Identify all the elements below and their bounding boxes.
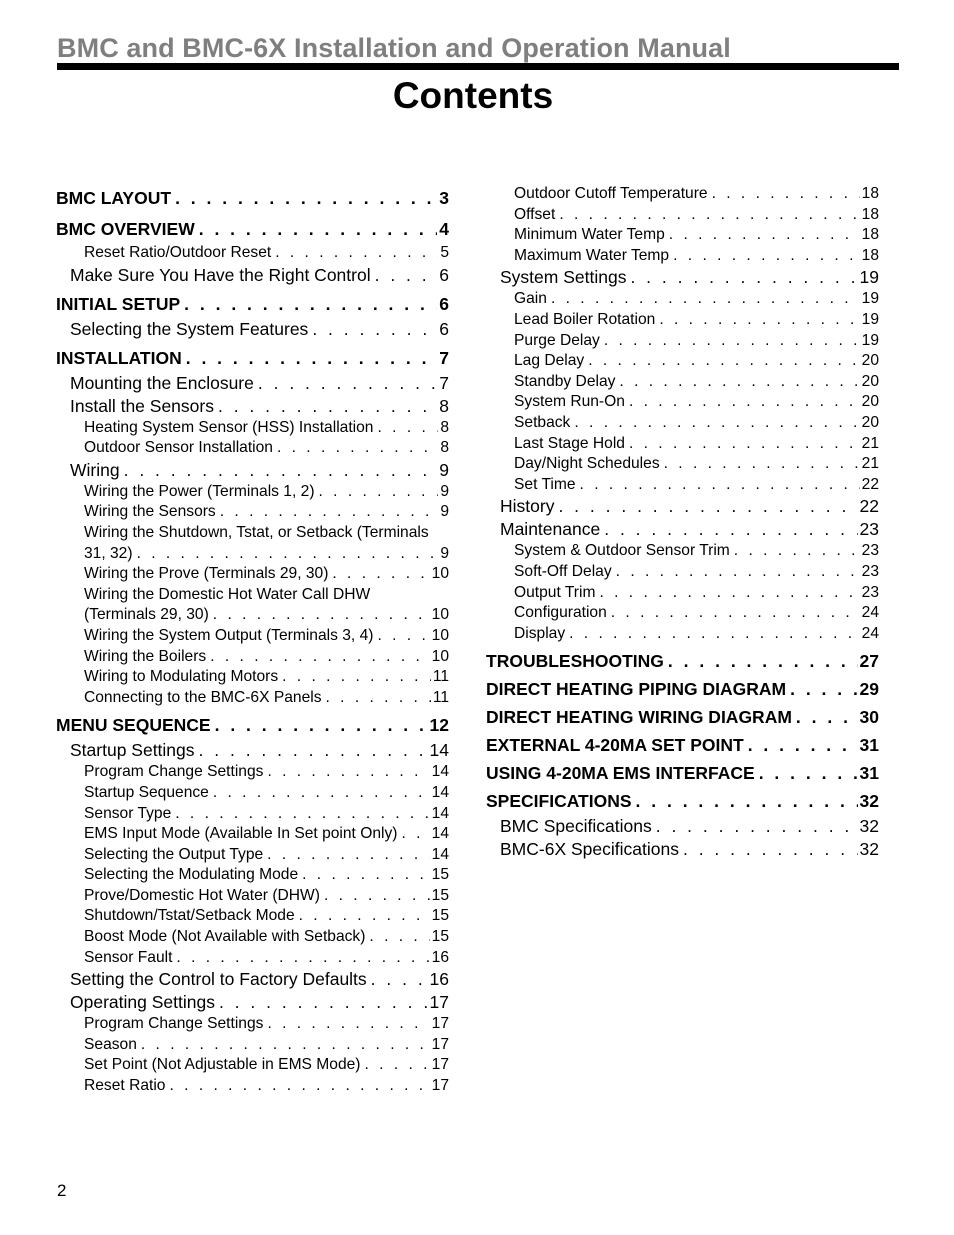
toc-entry-page: 14 (431, 825, 449, 843)
toc-entry[interactable] (56, 948, 449, 969)
toc-entry[interactable] (486, 289, 879, 310)
toc-entry[interactable] (486, 331, 879, 352)
toc-entry-label: Day/Night Schedules (514, 455, 660, 473)
toc-dot-leader (616, 562, 860, 583)
toc-dot-leader (267, 845, 429, 866)
toc-dot-leader (124, 459, 438, 482)
toc-entry-label: Maximum Water Temp (514, 246, 670, 264)
toc-entry-label: Startup Sequence (84, 783, 209, 801)
toc-entry-page: 12 (429, 715, 449, 736)
toc-entry-label: Program Change Settings (84, 1015, 264, 1033)
toc-dot-leader (558, 495, 857, 518)
toc-entry-page: 14 (429, 740, 449, 761)
toc-dot-leader (332, 564, 429, 585)
toc-entry-page: 20 (861, 393, 879, 411)
toc-entry-page: 3 (439, 188, 449, 208)
toc-section[interactable] (486, 759, 879, 787)
toc-entry-label: Maintenance (500, 519, 601, 540)
toc-entry[interactable] (56, 523, 449, 564)
toc-dot-leader (258, 372, 437, 395)
toc-section[interactable] (486, 647, 879, 675)
toc-dot-leader (199, 739, 428, 762)
toc-entry-page: 8 (440, 439, 449, 457)
toc-entry-page: 9 (440, 503, 449, 521)
toc-entry-label: Startup Settings (70, 740, 195, 761)
toc-entry-page: 15 (431, 866, 449, 884)
toc-entry-label: Season (84, 1035, 137, 1053)
toc-entry-label: Standby Delay (514, 372, 616, 390)
toc-entry[interactable] (486, 246, 879, 267)
toc-entry[interactable] (56, 647, 449, 668)
toc-dot-leader (141, 1035, 430, 1056)
toc-dot-leader (267, 1014, 429, 1035)
toc-dot-leader (551, 289, 860, 310)
toc-entry-label: EMS Input Mode (Available In Set point Only) (84, 825, 398, 843)
toc-dot-leader (199, 215, 438, 243)
toc-entry-label: Install the Sensors (70, 395, 214, 416)
toc-entry-page: 23 (861, 583, 879, 601)
toc-dot-leader (371, 968, 428, 991)
toc-entry-label: Lag Delay (514, 352, 585, 370)
toc-entry-label: Setback (514, 413, 571, 431)
toc-entry-page: 5 (440, 244, 449, 261)
toc-entry-page: 15 (431, 928, 449, 946)
toc-entry-page: 20 (861, 413, 879, 431)
toc-dot-leader (401, 824, 429, 845)
toc-entry-label: Outdoor Sensor Installation (84, 439, 273, 457)
toc-dot-leader (668, 647, 858, 675)
toc-entry[interactable] (56, 762, 449, 783)
toc-entry[interactable] (486, 562, 879, 583)
toc-entry[interactable] (486, 815, 879, 838)
toc-entry[interactable] (486, 184, 879, 205)
toc-entry-page: 19 (861, 310, 879, 328)
toc-entry-page: 10 (431, 626, 449, 644)
toc-entry-page: 7 (439, 347, 449, 368)
toc-entry-label: Wiring the System Output (Terminals 3, 4) (84, 626, 374, 644)
toc-dot-leader (377, 626, 429, 647)
toc-entry-label-line1: Wiring the Shutdown, Tstat, or Setback (Terminals (84, 523, 429, 541)
toc-entry-page: 16 (429, 969, 449, 990)
toc-entry-page: 32 (859, 791, 879, 812)
toc-entry-page: 23 (861, 542, 879, 560)
toc-section[interactable] (56, 184, 449, 212)
toc-entry-label: SPECIFICATIONS (486, 791, 632, 812)
toc-dot-leader (611, 603, 860, 624)
toc-entry[interactable] (56, 927, 449, 948)
toc-entry-label: System Settings (500, 267, 627, 288)
toc-entry-label: Gain (514, 290, 547, 308)
toc-entry-label: Operating Settings (70, 992, 215, 1013)
toc-entry-label: Outdoor Cutoff Temperature (514, 185, 708, 202)
toc-entry-label: BMC OVERVIEW (56, 219, 195, 239)
toc-entry[interactable] (56, 688, 449, 709)
toc-section[interactable] (486, 731, 879, 759)
toc-entry-page: 20 (861, 372, 879, 390)
toc-entry-page: 10 (431, 565, 449, 583)
toc-dot-leader (559, 205, 859, 226)
toc-entry-page: 18 (861, 246, 879, 264)
toc-entry-page: 14 (431, 783, 449, 801)
toc-entry-page: 16 (431, 948, 449, 966)
toc-entry-page: 18 (861, 226, 879, 244)
toc-entry[interactable] (56, 243, 449, 264)
toc-dot-leader (377, 418, 438, 439)
toc-section[interactable] (486, 675, 879, 703)
toc-entry[interactable] (486, 624, 879, 645)
toc-entry-page: 4 (439, 219, 449, 239)
toc-dot-leader (186, 344, 438, 372)
toc-entry-label: Set Time (514, 475, 576, 493)
toc-entry[interactable] (56, 459, 449, 482)
toc-entry-page: 19 (859, 267, 879, 288)
toc-dot-leader (210, 647, 429, 668)
toc-entry-page: 11 (432, 668, 449, 686)
toc-entry[interactable] (56, 502, 449, 523)
toc-section[interactable] (486, 787, 879, 815)
toc-entry[interactable] (486, 603, 879, 624)
toc-dot-leader (759, 759, 858, 787)
toc-dot-leader (275, 243, 438, 264)
toc-dot-leader (748, 731, 858, 759)
toc-section[interactable] (56, 215, 449, 243)
toc-section[interactable] (56, 711, 449, 739)
toc-entry-label: Connecting to the BMC-6X Panels (84, 688, 322, 706)
toc-dot-leader (599, 583, 859, 604)
toc-dot-leader (375, 264, 438, 287)
page-number: 2 (57, 1181, 67, 1200)
toc-entry-page: 17 (431, 1015, 449, 1033)
toc-entry-label: Mounting the Enclosure (70, 372, 254, 393)
toc-entry-label: Heating System Sensor (HSS) Installation (84, 418, 374, 436)
toc-dot-leader (219, 991, 428, 1014)
toc-entry-page: 18 (861, 185, 879, 202)
toc-entry[interactable] (486, 392, 879, 413)
toc-dot-leader (796, 703, 858, 731)
toc-entry-label: (Terminals 29, 30) (84, 606, 209, 624)
toc-entry[interactable] (56, 372, 449, 395)
toc-entry[interactable] (56, 264, 449, 287)
toc-section[interactable] (486, 703, 879, 731)
toc-entry[interactable] (56, 626, 449, 647)
toc-dot-leader (369, 927, 429, 948)
toc-dot-leader (604, 518, 857, 541)
toc-section[interactable] (56, 290, 449, 318)
toc-entry-label: DIRECT HEATING WIRING DIAGRAM (486, 707, 792, 728)
toc-entry-label: 31, 32) (84, 544, 133, 562)
toc-entry[interactable] (486, 518, 879, 541)
toc-dot-leader (184, 290, 437, 318)
toc-entry-page: 30 (859, 707, 879, 728)
toc-entry[interactable] (486, 838, 879, 861)
toc-entry[interactable] (56, 804, 449, 825)
toc-entry-page: 22 (861, 475, 879, 493)
toc-dot-leader (175, 184, 437, 212)
toc-entry-label: Set Point (Not Adjustable in EMS Mode) (84, 1056, 361, 1074)
toc-entry-page: 11 (432, 688, 449, 706)
toc-entry-page: 8 (439, 395, 449, 416)
toc-entry-page: 10 (431, 606, 449, 624)
toc-dot-leader (302, 865, 430, 886)
toc-entry-label: Sensor Type (84, 804, 172, 822)
toc-entry[interactable] (486, 310, 879, 331)
toc-entry-label: Soft-Off Delay (514, 562, 612, 580)
toc-entry[interactable] (56, 564, 449, 585)
manual-header-title: BMC and BMC-6X Installation and Operation Manual (57, 33, 731, 63)
toc-entry[interactable] (56, 824, 449, 845)
toc-entry-page: 24 (861, 624, 879, 642)
toc-dot-leader (574, 413, 859, 434)
toc-entry[interactable] (56, 418, 449, 439)
toc-entry[interactable] (56, 585, 449, 626)
toc-entry-page: 17 (431, 1035, 449, 1053)
toc-entry-label: Wiring to Modulating Motors (84, 668, 279, 686)
toc-dot-leader (137, 544, 441, 565)
toc-entry-label: INITIAL SETUP (56, 293, 181, 314)
toc-entry-label: Wiring the Prove (Terminals 29, 30) (84, 565, 329, 583)
toc-entry[interactable] (56, 865, 449, 886)
toc-entry[interactable] (56, 318, 449, 341)
toc-entry-page: 32 (859, 839, 879, 860)
toc-dot-leader (215, 711, 428, 739)
toc-entry-label: Program Change Settings (84, 763, 264, 781)
toc-entry-page: 31 (859, 735, 879, 756)
toc-dot-leader (790, 675, 857, 703)
toc-entry-page: 31 (859, 763, 879, 784)
toc-entry-label: Wiring the Power (Terminals 1, 2) (84, 482, 315, 500)
toc-entry-label: Prove/Domestic Hot Water (DHW) (84, 886, 320, 904)
toc-dot-leader (629, 392, 860, 413)
toc-entry[interactable] (56, 1035, 449, 1056)
toc-dot-leader (220, 502, 439, 523)
toc-dot-leader (734, 541, 860, 562)
toc-left-column (56, 184, 449, 1097)
toc-dot-leader (176, 948, 429, 969)
toc-dot-leader (218, 395, 437, 418)
toc-entry-page: 23 (859, 519, 879, 540)
toc-entry[interactable] (56, 1076, 449, 1097)
toc-entry-label: Minimum Water Temp (514, 226, 665, 244)
toc-entry[interactable] (56, 783, 449, 804)
toc-entry-label: EXTERNAL 4-20MA SET POINT (486, 735, 744, 756)
toc-entry-label: Wiring (70, 459, 120, 480)
toc-entry-label: BMC LAYOUT (56, 188, 172, 208)
toc-dot-leader (636, 787, 858, 815)
toc-entry-label: Configuration (514, 604, 607, 622)
toc-entry[interactable] (56, 395, 449, 418)
toc-dot-leader (326, 688, 431, 709)
toc-entry[interactable] (56, 991, 449, 1014)
toc-entry-label: Display (514, 624, 566, 642)
toc-dot-leader (213, 605, 432, 626)
toc-dot-leader (312, 318, 437, 341)
toc-entry-label: Setting the Control to Factory Defaults (70, 969, 367, 990)
toc-dot-leader (669, 225, 860, 246)
toc-entry-label: MENU SEQUENCE (56, 715, 211, 736)
toc-dot-leader (299, 906, 430, 927)
toc-entry-page: 17 (431, 1077, 449, 1095)
toc-entry-page: 9 (440, 482, 449, 500)
toc-entry[interactable] (486, 583, 879, 604)
toc-entry-label: DIRECT HEATING PIPING DIAGRAM (486, 679, 787, 700)
toc-dot-leader (629, 434, 860, 455)
toc-entry-page: 20 (861, 352, 879, 370)
toc-entry[interactable] (56, 886, 449, 907)
toc-dot-leader (569, 624, 860, 645)
toc-entry-page: 21 (861, 455, 879, 473)
toc-entry-label: Selecting the Output Type (84, 845, 264, 863)
toc-entry-page: 17 (429, 992, 449, 1013)
toc-section[interactable] (56, 344, 449, 372)
toc-entry[interactable] (56, 739, 449, 762)
toc-entry-label: Boost Mode (Not Available with Setback) (84, 928, 366, 946)
toc-entry[interactable] (486, 495, 879, 518)
toc-entry-page: 14 (431, 845, 449, 863)
toc-entry-label: Selecting the Modulating Mode (84, 866, 299, 884)
toc-entry[interactable] (486, 225, 879, 246)
toc-entry-label: Reset Ratio/Outdoor Reset (84, 244, 272, 261)
toc-entry-page: 32 (859, 816, 879, 837)
toc-entry-page: 15 (431, 886, 449, 904)
toc-entry[interactable] (486, 413, 879, 434)
toc-entry-page: 6 (439, 264, 449, 285)
toc-entry-page: 8 (440, 418, 449, 436)
toc-entry-page: 14 (431, 804, 449, 822)
toc-entry-label: System & Outdoor Sensor Trim (514, 542, 730, 560)
toc-dot-leader (659, 310, 859, 331)
toc-entry-page: 6 (439, 318, 449, 339)
toc-entry[interactable] (56, 667, 449, 688)
toc-dot-leader (175, 804, 429, 825)
toc-entry[interactable] (486, 434, 879, 455)
toc-entry-label: Output Trim (514, 583, 596, 601)
toc-dot-leader (588, 351, 859, 372)
toc-entry-label: Purge Delay (514, 331, 600, 349)
toc-entry[interactable] (486, 475, 879, 496)
toc-entry[interactable] (56, 482, 449, 503)
toc-entry[interactable] (56, 906, 449, 927)
toc-entry[interactable] (486, 266, 879, 289)
toc-entry-label: History (500, 496, 555, 517)
toc-entry[interactable] (486, 372, 879, 393)
toc-entry-page: 29 (859, 679, 879, 700)
toc-entry-label: BMC Specifications (500, 816, 652, 837)
toc-entry-page: 23 (861, 562, 879, 580)
toc-dot-leader (365, 1055, 430, 1076)
toc-entry-page: 19 (861, 331, 879, 349)
toc-entry[interactable] (486, 541, 879, 562)
toc-entry-label-line1: Wiring the Domestic Hot Water Call DHW (84, 585, 371, 603)
toc-dot-leader (324, 886, 430, 907)
header-rule (57, 63, 899, 70)
toc-entry-label: Sensor Fault (84, 948, 173, 966)
toc-entry-page: 15 (431, 907, 449, 925)
toc-entry-page: 17 (431, 1056, 449, 1074)
toc-entry-page: 19 (861, 290, 879, 308)
toc-dot-leader (712, 184, 860, 205)
toc-dot-leader (267, 762, 429, 783)
toc-entry-label: Wiring the Sensors (84, 503, 216, 521)
toc-dot-leader (604, 331, 860, 352)
toc-entry-label: Make Sure You Have the Right Control (70, 264, 371, 285)
toc-entry[interactable] (486, 454, 879, 475)
toc-dot-leader (630, 266, 857, 289)
toc-entry[interactable] (56, 1014, 449, 1035)
toc-entry-label: System Run-On (514, 393, 625, 411)
toc-dot-leader (169, 1076, 429, 1097)
toc-entry-label: Last Stage Hold (514, 434, 625, 452)
toc-entry-label: Selecting the System Features (70, 318, 309, 339)
toc-entry-page: 18 (861, 205, 879, 223)
contents-title: Contents (392, 75, 554, 116)
toc-entry[interactable] (486, 351, 879, 372)
toc-dot-leader (277, 438, 438, 459)
toc-dot-leader (619, 372, 859, 393)
toc-entry-page: 9 (439, 459, 449, 480)
toc-entry-label: USING 4-20MA EMS INTERFACE (486, 763, 755, 784)
toc-entry-page: 14 (431, 763, 449, 781)
toc-entry-page: 24 (861, 604, 879, 622)
toc-entry[interactable] (56, 1055, 449, 1076)
toc-entry-page: 9 (440, 544, 449, 562)
toc-entry-label: Wiring the Boilers (84, 647, 207, 665)
toc-entry-page: 21 (861, 434, 879, 452)
toc-entry-page: 27 (859, 651, 879, 672)
toc-entry-label: Shutdown/Tstat/Setback Mode (84, 907, 295, 925)
toc-entry[interactable] (56, 845, 449, 866)
toc-dot-leader (319, 482, 439, 503)
toc-entry-label: BMC-6X Specifications (500, 839, 679, 860)
toc-dot-leader (683, 838, 858, 861)
toc-entry-label: Offset (514, 205, 556, 223)
toc-entry-label: INSTALLATION (56, 347, 182, 368)
toc-entry[interactable] (56, 968, 449, 991)
toc-dot-leader (580, 475, 860, 496)
toc-entry-label: TROUBLESHOOTING (486, 651, 664, 672)
toc-right-column (486, 184, 879, 861)
toc-entry-page: 22 (859, 496, 879, 517)
toc-entry[interactable] (56, 438, 449, 459)
toc-entry-page: 7 (439, 372, 449, 393)
toc-entry-page: 10 (431, 647, 449, 665)
toc-entry[interactable] (486, 205, 879, 226)
toc-entry-label: Lead Boiler Rotation (514, 310, 656, 328)
toc-dot-leader (656, 815, 858, 838)
toc-dot-leader (673, 246, 860, 267)
toc-dot-leader (213, 783, 430, 804)
toc-dot-leader (664, 454, 860, 475)
toc-dot-leader (282, 667, 431, 688)
toc-entry-label: Reset Ratio (84, 1077, 166, 1095)
toc-entry-page: 6 (439, 293, 449, 314)
